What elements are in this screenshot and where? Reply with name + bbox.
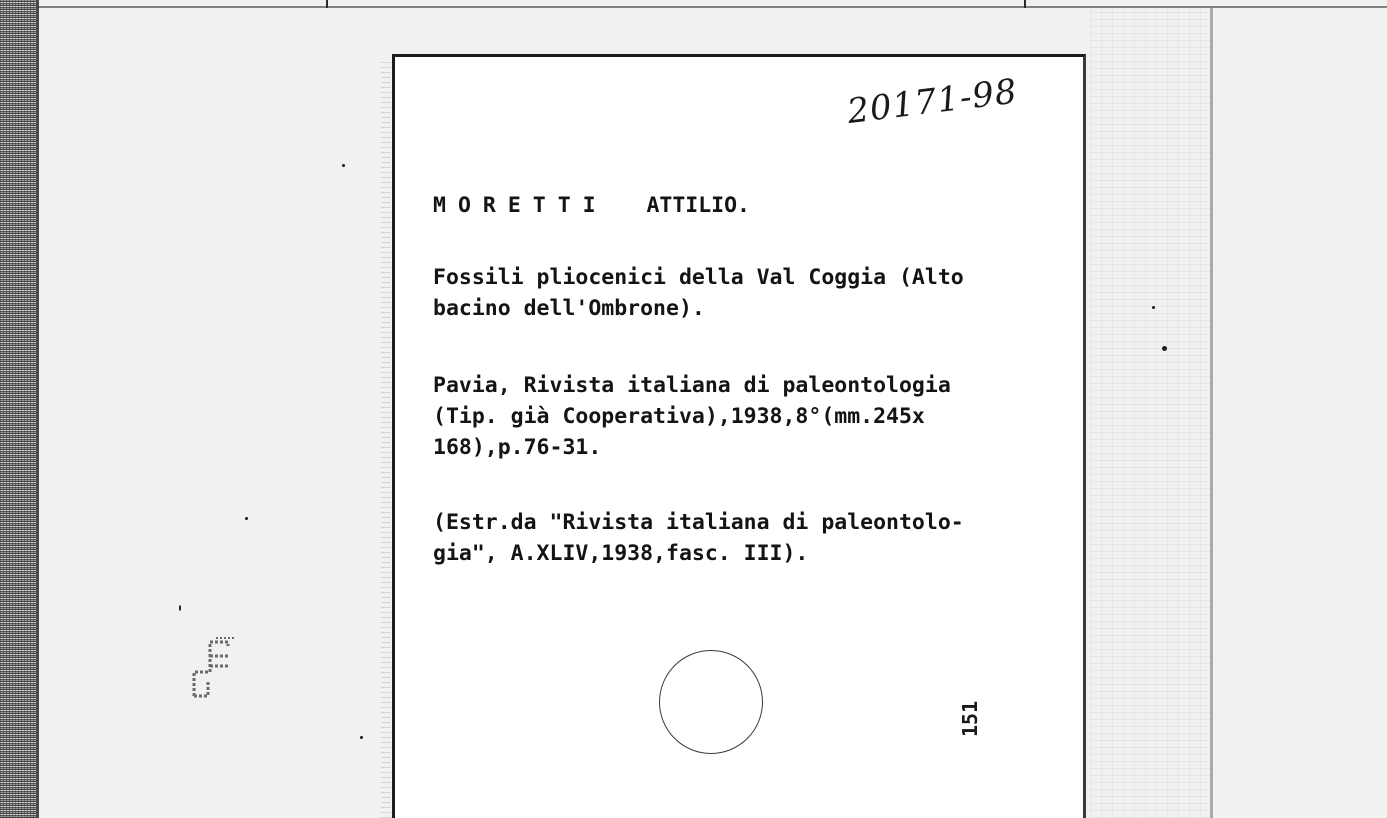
vertical-shelf-number: 151 [958,700,982,737]
scanner-edge-line [36,0,39,818]
note-line: (Estr.da "Rivista italiana di paleontolo- [433,510,964,535]
imprint-block [433,370,951,463]
handwritten-accession-number: 20171-98 [845,71,1020,132]
imprint-line: (Tip. già Cooperativa),1938,8°(mm.245x [433,404,925,429]
author-heading [433,190,750,221]
note-line: gia", A.XLIV,1938,fasc. III). [433,541,809,566]
scanner-edge [0,0,36,818]
author-first-name: ATTILIO. [646,193,751,218]
sheet-top-tick [326,0,328,8]
speck [342,164,345,167]
speck [360,736,363,739]
sheet-right-edge [1210,8,1213,818]
speck [1152,306,1155,309]
sheet-texture [1090,8,1212,818]
author-surname: MORETTI [433,193,608,218]
speck [1162,346,1167,351]
sheet-top-tick [1024,0,1026,8]
title-line: bacino dell'Ombrone). [433,296,705,321]
note-block [433,507,964,569]
punch-hole [659,650,763,754]
speck [245,517,248,520]
card-left-shadow [381,60,391,818]
imprint-line: Pavia, Rivista italiana di paleontologia [433,373,951,398]
speck [179,605,181,611]
title-block [433,262,964,324]
imprint-line: 168),p.76-31. [433,435,602,460]
title-line: Fossili pliocenici della Val Coggia (Alto [433,265,964,290]
scan-artifact-mark [188,632,244,702]
catalog-card [392,54,1086,818]
